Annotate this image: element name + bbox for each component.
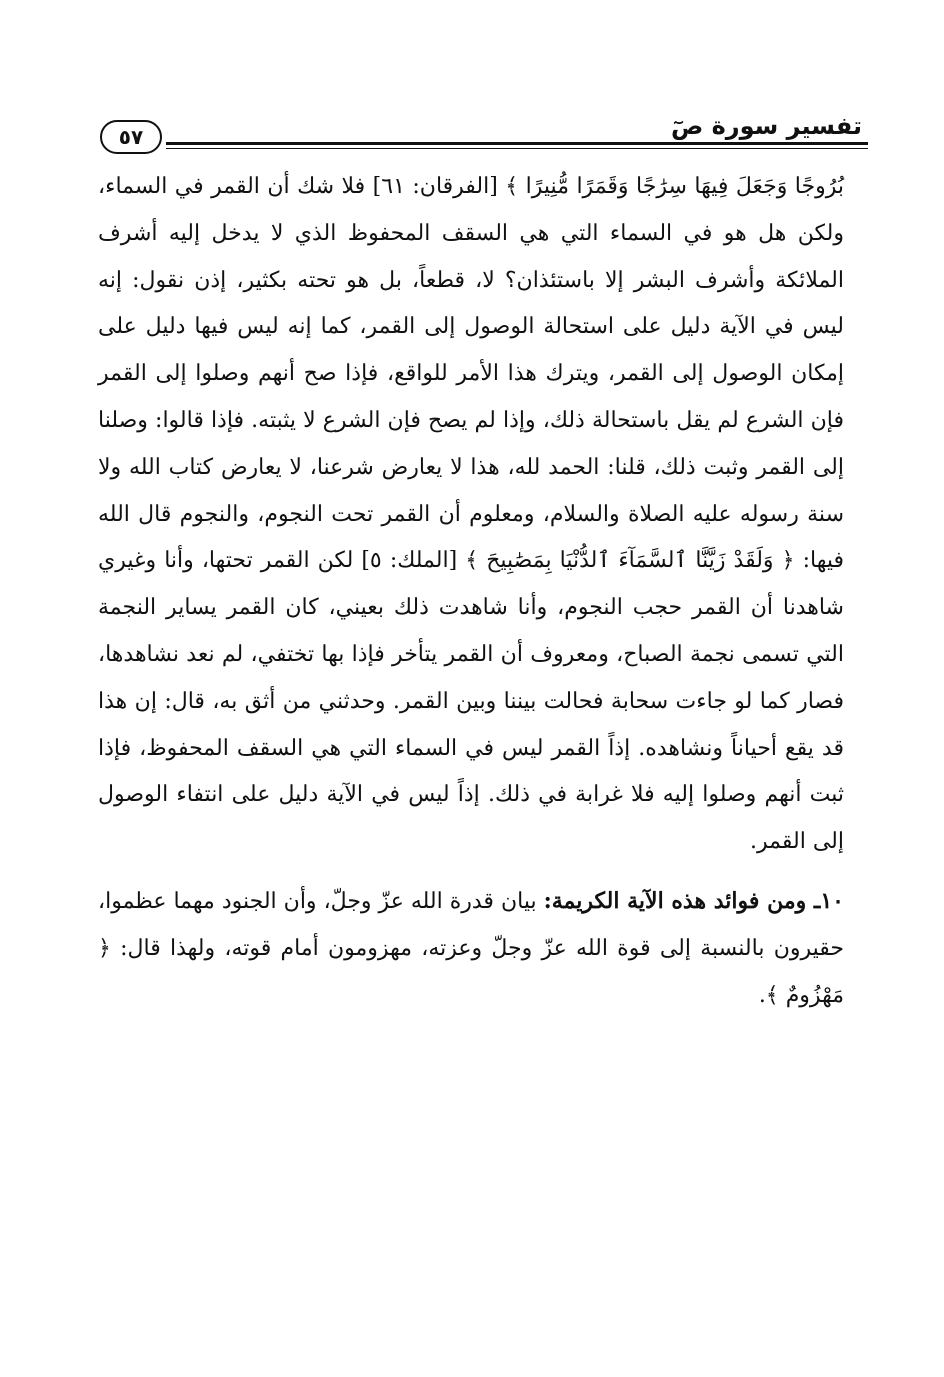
benefit-heading: ١٠ـ ومن فوائد هذه الآية الكريمة: [543,887,844,914]
page-header [100,108,868,158]
page-number: ٥٧ [100,120,162,154]
header-rule-thin [166,148,868,149]
header-rule-thick [166,142,868,145]
paragraph-2-text: بيان قدرة الله عزّ وجلّ، وأن الجنود مهما عظموا، حقيرون بالنسبة إلى قوة الله عزّ وجلّ وعزته، مهزومون أمام قوته، ولهذا قال: ﴿ مَهْزُومٌ ﴾. [98,888,844,1008]
paragraph-2 [98,878,844,1019]
paragraph-1 [98,164,844,866]
paragraph-1-text: بُرُوجًا وَجَعَلَ فِيهَا سِرَٰجًا وَقَمَرًا مُّنِيرًا ﴾ [الفرقان: ٦١] فلا شك أن القمر في السماء، ولكن هل هو في السماء التي هي السقف المحفوظ الذي لا يدخل إليه أشرف الملائكة وأشرف البشر إلا باستئذان؟ لا، قطعاً، بل هو تحته بكثير، إذن نقول: إنه ليس في الآية دليل على استحالة الوصول إلى القمر، كما إنه ليس فيها دليل على إمكان الوصول إلى القمر، ويترك هذا الأمر للواقع، فإذا صح أنهم وصلوا إلى القمر فإن الشرع لم يقل باستحالة ذلك، وإذا لم يصح فإن الشرع لا يثبته. فإذا قالوا: وصلنا إلى القمر وثبت ذلك، قلنا: الحمد لله، هذا لا يعارض شرعنا، لا يعارض كتاب الله ولا سنة رسوله عليه الصلاة والسلام، ومعلوم أن القمر تحت النجوم، والنجوم قال الله فيها: ﴿ وَلَقَدْ زَيَّنَّا ٱلسَّمَآءَ ٱلدُّنْيَا بِمَصَٰبِيحَ ﴾ [الملك: ٥] لكن القمر تحتها، وأنا وغيري شاهدنا أن القمر حجب النجوم، وأنا شاهدت ذلك بعيني، كان القمر يساير النجمة التي تسمى نجمة الصباح، ومعروف أن القمر يتأخر فإذا بها تختفي، لم نعد نشاهدها، فصار كما لو جاءت سحابة فحالت بيننا وبين القمر. وحدثني من أثق به، قال: إن هذا قد يقع أحياناً ونشاهده. إذاً القمر ليس في السماء التي هي السقف المحفوظ، فإذا ثبت أنهم وصلوا إليه فلا غرابة في ذلك. إذاً ليس في الآية دليل على انتفاء الوصول إلى القمر. [98,174,844,855]
running-title: تفسير سورة صٓ [670,112,862,140]
body-text [98,164,844,1019]
